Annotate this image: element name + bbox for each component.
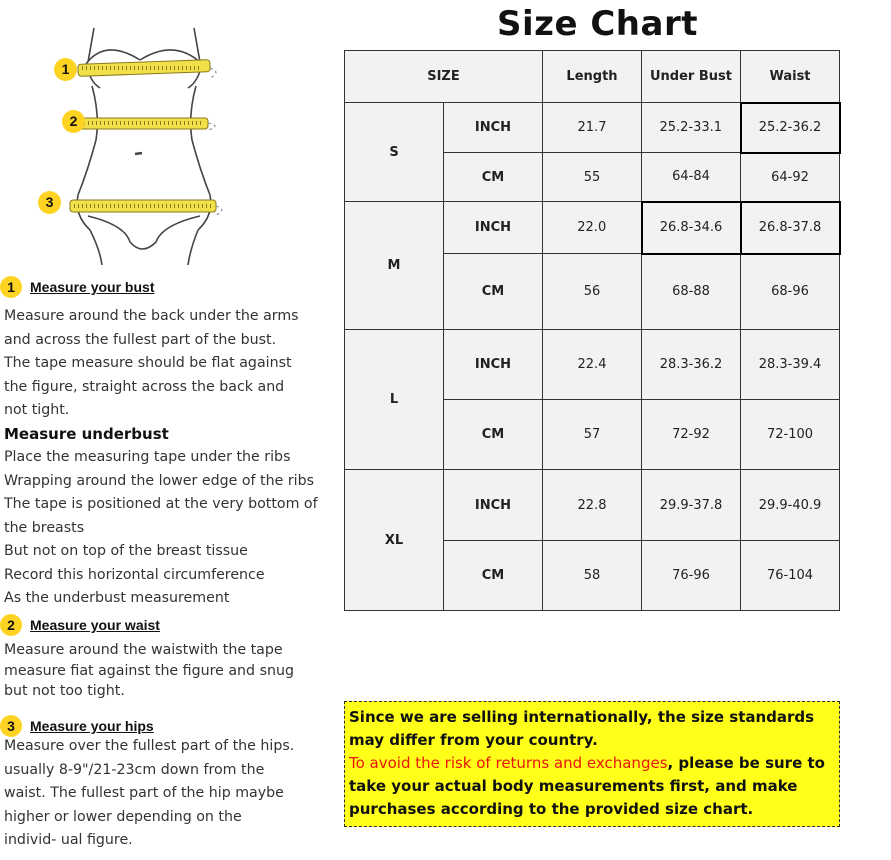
- waist-number-badge: 2: [0, 614, 22, 636]
- size-cell: L: [345, 330, 444, 470]
- waist-cell: 72-100: [741, 400, 840, 470]
- waist-cell: 29.9-40.9: [741, 470, 840, 541]
- hips-instructions: [4, 735, 294, 853]
- unit-cell: INCH: [444, 103, 543, 153]
- hips-line: usually 8-9"/21-23cm down from the: [4, 761, 265, 778]
- underbust-line: Wrapping around the lower edge of the ribs: [4, 472, 314, 489]
- under-bust-cell: 28.3-36.2: [642, 330, 741, 400]
- length-cell: 21.7: [543, 103, 642, 153]
- bust-line: Measure around the back under the arms: [4, 308, 299, 324]
- table-row: [345, 202, 840, 254]
- bust-heading: Measure your bust: [30, 279, 155, 295]
- header-waist: Waist: [741, 51, 840, 103]
- underbust-line: The tape is positioned at the very bottom of: [4, 496, 318, 512]
- header-under-bust: Under Bust: [642, 51, 741, 103]
- under-bust-cell: 68-88: [642, 254, 741, 330]
- unit-cell: INCH: [444, 330, 543, 400]
- waist-cell: 28.3-39.4: [741, 330, 840, 400]
- unit-cell: CM: [444, 254, 543, 330]
- length-cell: 56: [543, 254, 642, 330]
- size-chart-title: Size Chart: [497, 4, 698, 44]
- under-bust-cell: 25.2-33.1: [642, 103, 741, 153]
- badge-3: 3: [38, 191, 61, 214]
- hips-number-badge: 3: [0, 715, 22, 737]
- unit-cell: INCH: [444, 470, 543, 541]
- bust-line: The tape measure should be flat against: [4, 355, 292, 371]
- size-cell: M: [345, 202, 444, 330]
- waist-cell: 76-104: [741, 541, 840, 611]
- notice-warning: To avoid the risk of returns and exchanges: [349, 754, 668, 772]
- under-bust-cell: 29.9-37.8: [642, 470, 741, 541]
- table-row: [345, 470, 840, 541]
- bust-line: the figure, straight across the back and: [4, 378, 285, 395]
- bust-section-heading: [0, 276, 154, 298]
- waist-line: but not too tight.: [4, 683, 125, 699]
- notice-text-continued: , please be sure to take your actual body measurements first, and make purchases according to the provided size chart.: [349, 754, 825, 818]
- underbust-line: Place the measuring tape under the ribs: [4, 449, 291, 465]
- unit-cell: INCH: [444, 202, 543, 254]
- hips-line: individ- ual figure.: [4, 832, 133, 848]
- waist-heading: Measure your waist: [30, 617, 160, 633]
- hips-line: waist. The fullest part of the hip maybe: [4, 785, 284, 801]
- waist-instructions: [4, 640, 294, 702]
- badge-2: 2: [62, 110, 85, 133]
- waist-line: measure fiat against the figure and snug: [4, 662, 294, 679]
- header-length: Length: [543, 51, 642, 103]
- body-measurement-illustration: [30, 20, 260, 265]
- table-row: [345, 330, 840, 400]
- waist-cell: 26.8-37.8: [741, 202, 840, 254]
- body-figure-icon: [30, 20, 260, 265]
- length-cell: 22.0: [543, 202, 642, 254]
- bust-instructions: [4, 305, 318, 611]
- underbust-line: As the underbust measurement: [4, 590, 230, 606]
- size-chart-table: [344, 50, 841, 611]
- under-bust-cell: 64-84: [642, 153, 741, 202]
- length-cell: 55: [543, 153, 642, 202]
- hips-line: higher or lower depending on the: [4, 808, 242, 825]
- bust-number-badge: 1: [0, 276, 22, 298]
- under-bust-cell: 72-92: [642, 400, 741, 470]
- unit-cell: CM: [444, 400, 543, 470]
- waist-line: Measure around the waistwith the tape: [4, 642, 283, 658]
- length-cell: 57: [543, 400, 642, 470]
- waist-cell: 64-92: [741, 153, 840, 202]
- notice-text: Since we are selling internationally, the size standards may differ from your country.: [349, 708, 815, 749]
- underbust-heading: Measure underbust: [4, 424, 169, 443]
- unit-cell: CM: [444, 153, 543, 202]
- underbust-line: Record this horizontal circumference: [4, 566, 265, 583]
- size-cell: XL: [345, 470, 444, 611]
- waist-cell: 25.2-36.2: [741, 103, 840, 153]
- hips-heading: Measure your hips: [30, 718, 154, 734]
- hips-section-heading: [0, 715, 154, 737]
- header-size: SIZE: [345, 51, 543, 103]
- sizing-notice: [344, 701, 840, 827]
- length-cell: 58: [543, 541, 642, 611]
- table-header-row: [345, 51, 840, 103]
- size-cell: S: [345, 103, 444, 202]
- bust-line: not tight.: [4, 402, 70, 418]
- under-bust-cell: 26.8-34.6: [642, 202, 741, 254]
- underbust-line: the breasts: [4, 519, 85, 536]
- waist-cell: 68-96: [741, 254, 840, 330]
- under-bust-cell: 76-96: [642, 541, 741, 611]
- waist-section-heading: [0, 614, 160, 636]
- badge-1: 1: [54, 58, 77, 81]
- table-row: [345, 103, 840, 153]
- underbust-line: But not on top of the breast tissue: [4, 543, 248, 559]
- length-cell: 22.8: [543, 470, 642, 541]
- length-cell: 22.4: [543, 330, 642, 400]
- hips-line: Measure over the fullest part of the hips.: [4, 738, 295, 754]
- unit-cell: CM: [444, 541, 543, 611]
- bust-line: and across the fullest part of the bust.: [4, 331, 277, 348]
